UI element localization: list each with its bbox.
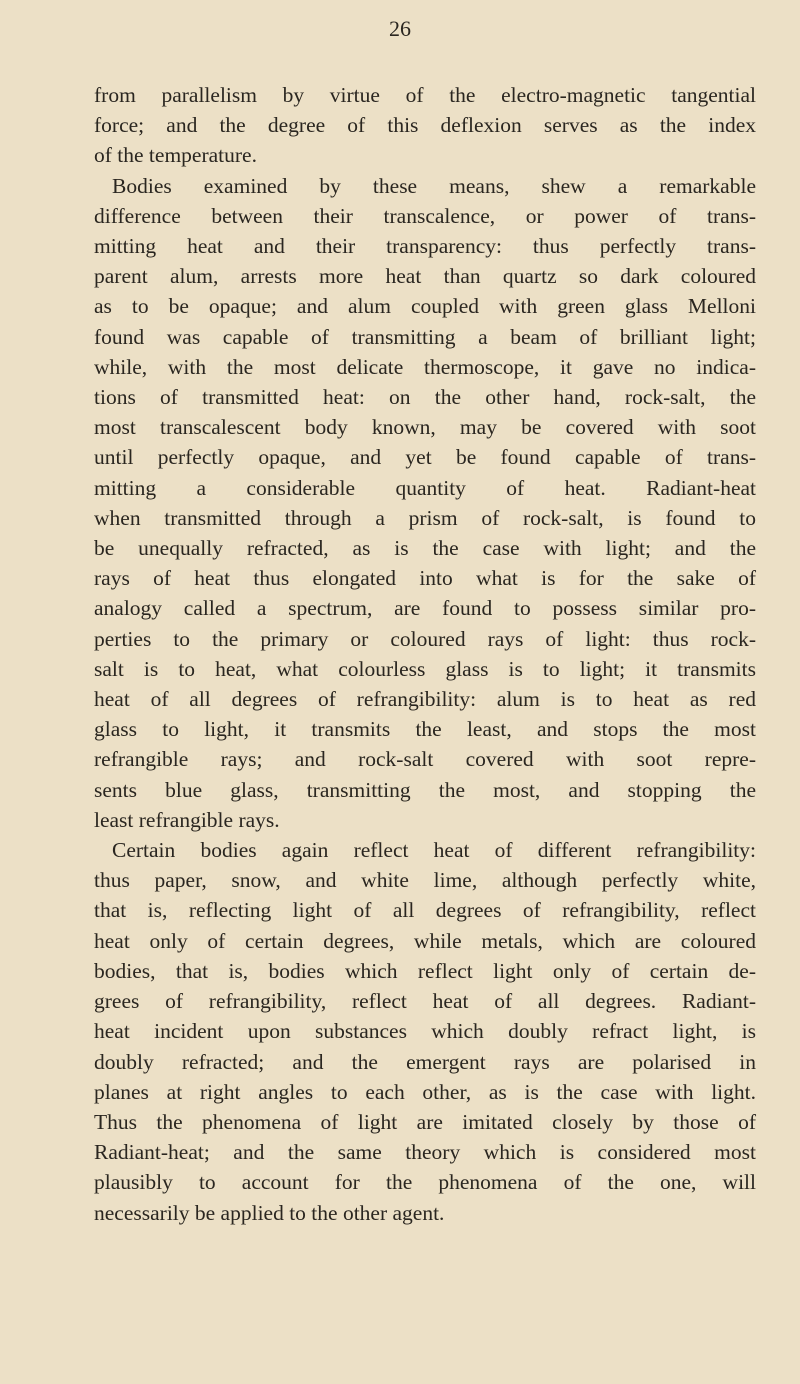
text-line: rays of heat thus elongated into what is for the sake of	[94, 566, 756, 591]
text-line: sents blue glass, transmitting the most, and stopping the	[94, 777, 756, 802]
text-line: refrangible rays; and rock-salt covered with soot repre-	[94, 747, 756, 772]
text-line: force; and the degree of this deflexion serves as the index	[94, 113, 756, 138]
text-line: heat incident upon substances which doubly refract light, is	[94, 1019, 756, 1044]
text-line: tions of transmitted heat: on the other hand, rock-salt, the	[94, 385, 756, 410]
text-line: Radiant-heat; and the same theory which is considered most	[94, 1140, 756, 1165]
text-line: plausibly to account for the phenomena of the one, will	[94, 1170, 756, 1195]
text-line: found was capable of transmitting a beam of brilliant light;	[94, 324, 756, 349]
text-line: glass to light, it transmits the least, and stops the most	[94, 717, 756, 742]
text-line: from parallelism by virtue of the electro-magnetic tangential	[94, 83, 756, 107]
text-line: of the temperature.	[94, 143, 257, 168]
text-line: planes at right angles to each other, as is the case with light.	[94, 1079, 756, 1104]
text-line: as to be opaque; and alum coupled with green glass Melloni	[94, 294, 756, 319]
text-line: when transmitted through a prism of rock-salt, is found to	[94, 505, 756, 530]
text-line: difference between their transcalence, or power of trans-	[94, 203, 756, 228]
text-line: necessarily be applied to the other agent.	[94, 1200, 445, 1225]
text-line: while, with the most delicate thermoscope, it gave no indica-	[94, 354, 756, 379]
text-line: mitting a considerable quantity of heat. Radiant-heat	[94, 475, 756, 500]
body-text	[94, 80, 756, 1228]
text-line: perties to the primary or coloured rays of light: thus rock-	[94, 626, 756, 651]
text-line: until perfectly opaque, and yet be found capable of trans-	[94, 445, 756, 470]
text-line: mitting heat and their transparency: thus perfectly trans-	[94, 234, 756, 259]
text-line: Certain bodies again reflect heat of different refrangibility:	[112, 838, 756, 863]
text-line: grees of refrangibility, reflect heat of all degrees. Radiant-	[94, 989, 756, 1014]
text-line: Bodies examined by these means, shew a remarkable	[112, 173, 756, 198]
text-line: Thus the phenomena of light are imitated closely by those of	[94, 1109, 756, 1134]
text-line: heat of all degrees of refrangibility: alum is to heat as red	[94, 687, 756, 712]
text-line: heat only of certain degrees, while metals, which are coloured	[94, 928, 756, 953]
text-line: parent alum, arrests more heat than quartz so dark coloured	[94, 264, 756, 289]
text-line: most transcalescent body known, may be covered with soot	[94, 415, 756, 440]
text-line: thus paper, snow, and white lime, although perfectly white,	[94, 868, 756, 893]
text-line: that is, reflecting light of all degrees of refrangibility, reflect	[94, 898, 756, 923]
page-number: 26	[389, 16, 411, 41]
text-line: be unequally refracted, as is the case with light; and the	[94, 536, 756, 561]
text-line: least refrangible rays.	[94, 807, 280, 832]
text-line: analogy called a spectrum, are found to possess similar pro-	[94, 596, 756, 621]
text-line: bodies, that is, bodies which reflect light only of certain de-	[94, 958, 756, 983]
text-line: salt is to heat, what colourless glass is to light; it transmits	[94, 656, 756, 681]
text-line: doubly refracted; and the emergent rays are polarised in	[94, 1049, 756, 1074]
